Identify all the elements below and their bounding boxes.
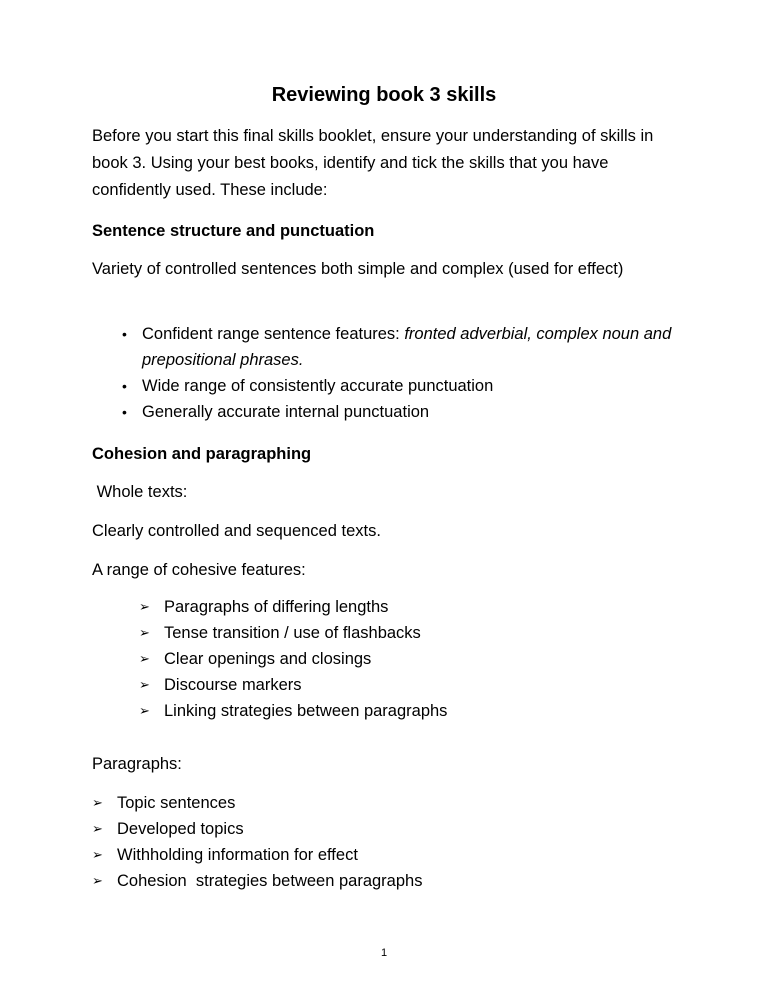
list-item-text: Developed topics [117, 820, 244, 838]
bullet-icon: • [122, 326, 127, 342]
list-item-text: Paragraphs of differing lengths [164, 598, 389, 616]
page-number: 1 [380, 947, 388, 959]
list-item [139, 698, 679, 724]
list-item-text: Linking strategies between paragraphs [164, 702, 448, 720]
list-item [139, 672, 679, 698]
list-item [122, 399, 682, 425]
list-item [92, 842, 682, 868]
arrow-bullet-icon: ➢ [92, 821, 103, 836]
page-title: Reviewing book 3 skills [271, 84, 497, 106]
list-item-text: Cohesion strategies between paragraphs [117, 872, 423, 890]
list-item [122, 373, 682, 399]
list-item [92, 816, 682, 842]
list-item [92, 868, 682, 894]
list-item-text: Withholding information for effect [117, 846, 358, 864]
arrow-bullet-icon: ➢ [139, 651, 150, 666]
arrow-bullet-icon: ➢ [139, 703, 150, 718]
arrow-bullet-icon: ➢ [139, 625, 150, 640]
cohesive-features-list [139, 594, 679, 724]
list-item [92, 790, 682, 816]
list-item-text: Confident range sentence features: [142, 325, 405, 343]
arrow-bullet-icon: ➢ [139, 599, 150, 614]
whole-texts-label: Whole texts: [92, 483, 188, 501]
arrow-bullet-icon: ➢ [92, 847, 103, 862]
arrow-bullet-icon: ➢ [92, 795, 103, 810]
list-item-text: Topic sentences [117, 794, 236, 812]
list-item [139, 646, 679, 672]
cohesive-features-label: A range of cohesive features: [92, 561, 306, 579]
section-heading-cohesion: Cohesion and paragraphing [92, 445, 312, 463]
arrow-bullet-icon: ➢ [92, 873, 103, 888]
list-item-text: Tense transition / use of flashbacks [164, 624, 421, 642]
list-item-italic-text: fronted adverbial, complex noun and prepositional phrases. [142, 325, 672, 369]
list-item [139, 594, 679, 620]
intro-paragraph: Before you start this final skills booklet, ensure your understanding of skills in book 3. Using your best books, identify and tick the skills that you have confidently used. These include: [92, 127, 654, 199]
bullet-icon: • [122, 378, 127, 394]
arrow-bullet-icon: ➢ [139, 677, 150, 692]
sentence-variety-text: Variety of controlled sentences both simple and complex (used for effect) [92, 260, 624, 278]
bullet-icon: • [122, 404, 127, 420]
controlled-texts-text: Clearly controlled and sequenced texts. [92, 522, 381, 540]
list-item-text: Wide range of consistently accurate punctuation [142, 377, 494, 395]
list-item-text: Discourse markers [164, 676, 302, 694]
list-item [122, 321, 682, 373]
section-heading-sentence-structure: Sentence structure and punctuation [92, 222, 375, 240]
list-item-text: Generally accurate internal punctuation [142, 403, 430, 421]
paragraph-features-list [92, 790, 682, 894]
sentence-skills-list [122, 321, 682, 425]
list-item [139, 620, 679, 646]
paragraphs-label: Paragraphs: [92, 755, 182, 773]
list-item-text: Clear openings and closings [164, 650, 372, 668]
